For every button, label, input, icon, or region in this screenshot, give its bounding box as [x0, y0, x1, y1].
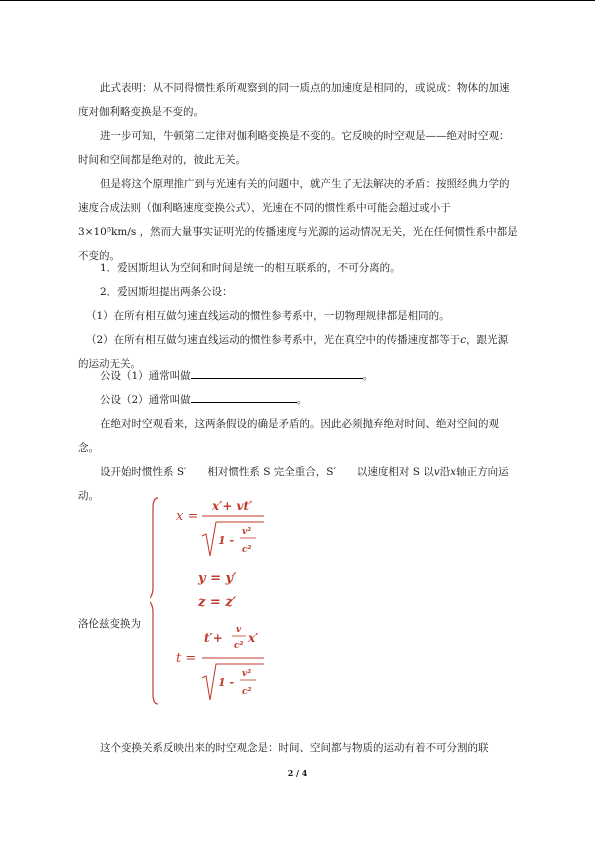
t-radical-v2: v²	[242, 669, 252, 679]
t-radical-one: 1 -	[218, 676, 235, 689]
blank-1-end: 。	[362, 370, 374, 382]
header-rule	[0, 0, 595, 1]
t-lhs: t =	[176, 651, 197, 666]
paragraph-contradiction	[78, 172, 518, 268]
lorentz-svg	[150, 496, 270, 706]
x-numerator: x′+ vt′	[212, 499, 253, 513]
symbol-v: v	[433, 466, 440, 478]
t-numerator-c2: c²	[234, 641, 244, 651]
brace-shape	[150, 498, 158, 704]
fill-blank-1[interactable]	[191, 366, 363, 379]
blank-1-label: 公设（1）通常叫做	[100, 370, 191, 382]
page-number: 2 / 4	[287, 768, 308, 778]
paragraph-acceleration: 此式表明：从不同得惯性系所观察到的同一质点的加速度是相同的，或说成：物体的加速度对伽利略变换是不变的。	[78, 82, 510, 118]
frames-text: 设开始时惯性系 S′ 相对惯性系 S 完全重合，S′ 以速度相对 S 以	[100, 466, 434, 478]
y-equation: y = y′	[198, 571, 237, 586]
frames-end: 轴正方向运动。	[78, 466, 509, 502]
x-radical-v2: v²	[242, 527, 252, 537]
x-radical-one: 1 -	[218, 534, 235, 547]
x-lhs: x =	[176, 509, 199, 524]
t-numerator-x: x′	[248, 631, 259, 645]
contradiction-text: 但是将这个原理推广到与光速有关的问题中，就产生了无法解决的矛盾：按照经典力学的速度合成法则（伽利略速度变换公式），光速在不同的惯性系中可能会超过或小于	[78, 178, 510, 214]
postulate-2-end: ，跟光源的运动无关。	[78, 334, 509, 370]
fill-blank-2[interactable]	[191, 390, 297, 403]
paragraph-spacetime-concept: 这个变换关系反映出来的时空观念是：时间、空间都与物质的运动有着不可分割的联	[100, 742, 489, 754]
symbol-x: x	[450, 466, 457, 478]
paragraph-postulate-1: （1）在所有相互做匀速直线运动的惯性参考系中，一切物理规律都是相同的。	[86, 310, 450, 322]
paragraph-einstein-view: 1．爱因斯坦认为空间和时间是统一的相互联系的，不可分离的。	[100, 262, 401, 274]
z-equation: z = z′	[198, 595, 237, 610]
postulate-2-text: （2）在所有相互做匀速直线运动的惯性参考系中，光在真空中的传播速度都等于	[86, 334, 461, 346]
blank-2-end: 。	[296, 394, 308, 406]
t-numerator-v: v	[236, 625, 242, 635]
lorentz-transformation	[150, 496, 270, 706]
symbol-c: c	[460, 334, 467, 346]
blank-postulate-1	[78, 364, 518, 388]
paragraph-newton-law: 进一步可知，牛顿第二定律对伽利略变换是不变的。它反映的时空观是——绝对时空观：时间和空间都是绝对的，彼此无关。	[78, 130, 510, 166]
paragraph-postulates: 2．爱因斯坦提出两条公设：	[100, 286, 233, 298]
frames-along: 沿	[439, 466, 451, 478]
paragraph-abandon-absolute: 在绝对时空观看来，这两条假设的确是矛盾的。因此必须抛弃绝对时间、绝对空间的观念。	[78, 418, 499, 454]
lorentz-label: 洛伦兹变换为	[78, 618, 141, 630]
light-speed-text: 3×10⁵km/s ，然而大量事实证明光的传播速度与光源的运动情况无关，光在任何惯性系中都是不变的。	[78, 226, 518, 262]
x-radical-c2: c²	[242, 545, 252, 555]
blank-postulate-2	[78, 388, 518, 412]
t-radical-c2: c²	[242, 687, 252, 697]
t-numerator-t: t′+	[204, 631, 223, 645]
blank-2-label: 公设（2）通常叫做	[100, 394, 191, 406]
paragraph-frames	[78, 460, 518, 508]
